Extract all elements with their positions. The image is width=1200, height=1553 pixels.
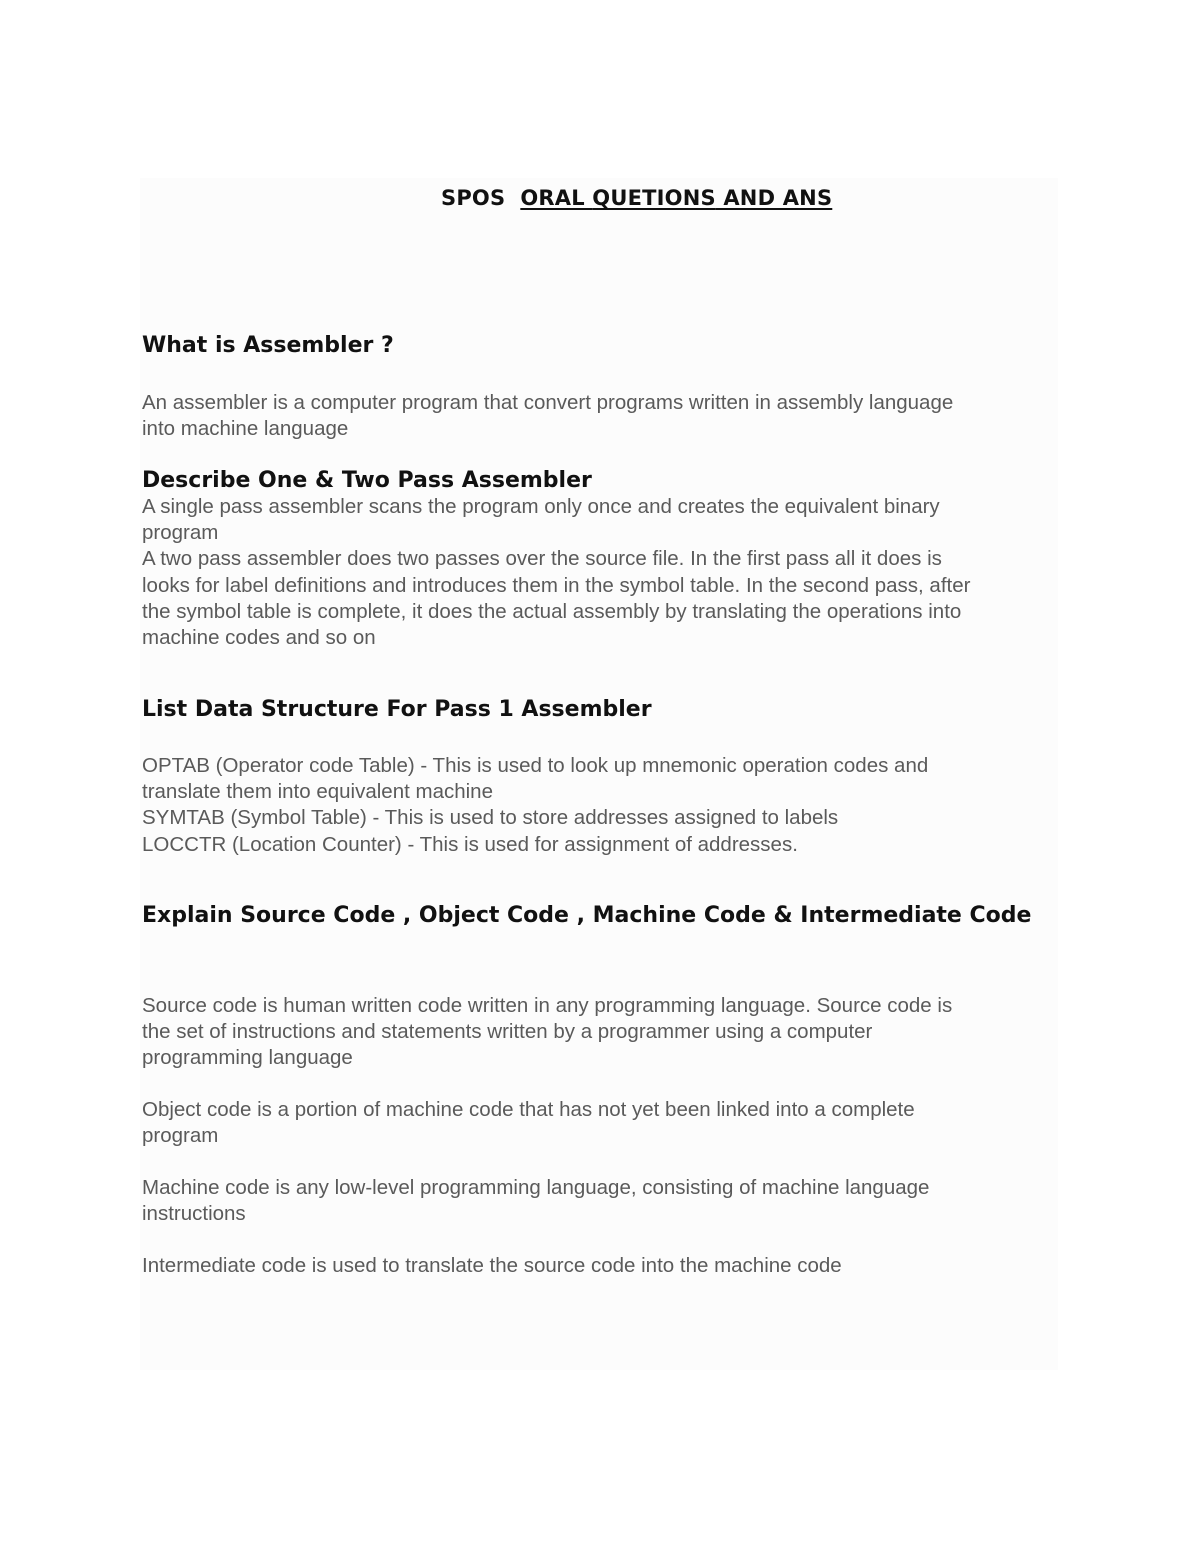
- document-title: [441, 186, 832, 210]
- title-part-and-ans: AND ANS: [715, 186, 833, 210]
- section-paragraph: Machine code is any low-level programming language, consisting of machine language instructions: [142, 1176, 930, 1226]
- section-paragraph: An assembler is a computer program that convert programs written in assembly language into machine language: [142, 391, 954, 441]
- section-paragraph: Intermediate code is used to translate the source code into the machine code: [142, 1254, 842, 1277]
- title-part-quetions: QUETIONS: [592, 186, 716, 210]
- section-heading-pass-assembler: Describe One & Two Pass Assembler: [142, 468, 592, 493]
- section-paragraph: Object code is a portion of machine code that has not yet been linked into a complete program: [142, 1098, 915, 1148]
- section-paragraph: Source code is human written code written in any programming language. Source code is the set of instructions and statements written by a programmer using a computer programming language: [142, 994, 953, 1070]
- section-heading-assembler: What is Assembler ?: [142, 333, 394, 358]
- section-heading-data-structure: List Data Structure For Pass 1 Assembler: [142, 697, 652, 722]
- section-heading-code-types: Explain Source Code , Object Code , Machine Code & Intermediate Code: [142, 903, 1032, 928]
- title-part-spos: SPOS: [441, 186, 521, 210]
- title-part-oral: ORAL: [520, 186, 593, 210]
- section-paragraph: OPTAB (Operator code Table) - This is used to look up mnemonic operation codes and translate them into equivalent machine SYMTAB (Symbol Table) - This is used to store addresses assigned to labels LOCCTR (Location Counter) - This is used for assignment of addresses.: [142, 754, 929, 856]
- section-paragraph: A single pass assembler scans the program only once and creates the equivalent binary program A two pass assembler does two passes over the source file. In the first pass all it does is looks for label definitions and introduces them in the symbol table. In the second pass, after the symbol table is complete, it does the actual assembly by translating the operations into machine codes and so on: [142, 495, 971, 650]
